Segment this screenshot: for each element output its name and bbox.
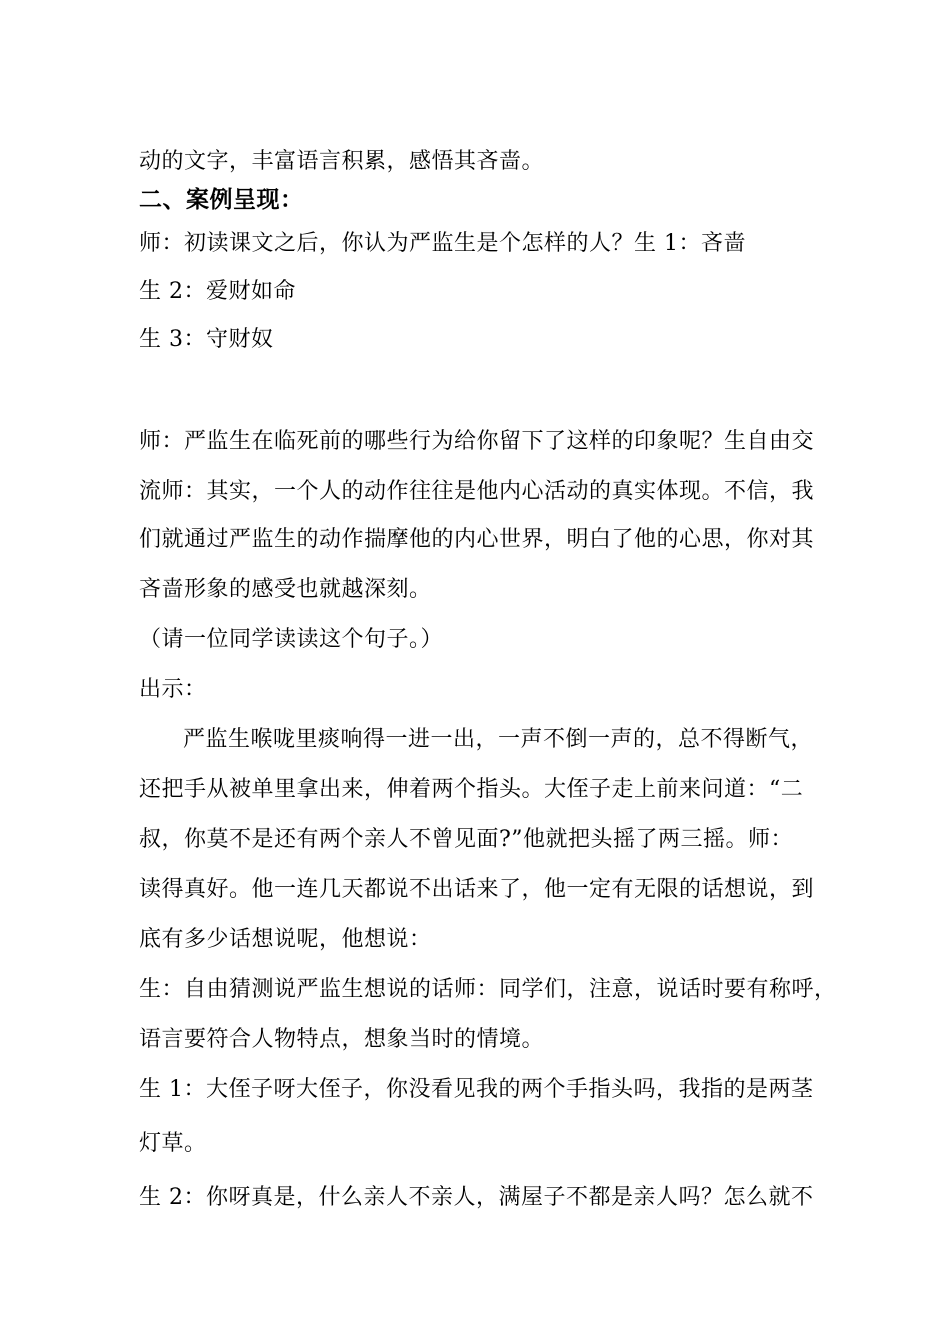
section-heading: 二、案例呈现： [139,187,304,213]
text-line: 出示： [139,677,207,702]
text-line: （请一位同学读读这个句子。） [139,627,444,652]
text-line: 生 3：守财奴 [139,327,274,352]
text-line: 生：自由猜测说严监生想说的话师：同学们，注意，说话时要有称呼， [139,977,837,1002]
text-line: 读得真好。他一连几天都说不出话来了，他一定有无限的话想说，到 [139,877,815,902]
text-line: 底有多少话想说呢，他想说： [139,927,432,952]
quote-line: 叔，你莫不是还有两个亲人不曾见面?”他就把头摇了两三摇。师： [139,827,794,852]
text-line: 们就通过严监生的动作揣摩他的内心世界，明白了他的心思，你对其 [139,527,815,552]
text-line: 生 2：爱财如命 [139,279,296,304]
text-line: 吝啬形象的感受也就越深刻。 [139,577,432,602]
text-line: 生 2：你呀真是，什么亲人不亲人，满屋子不都是亲人吗？怎么就不 [139,1185,814,1210]
text-line: 生 1：大侄子呀大侄子，你没看见我的两个手指头吗，我指的是两茎 [139,1077,814,1102]
text-line: 流师：其实，一个人的动作往往是他内心活动的真实体现。不信，我 [139,479,815,504]
text-line: 师：初读课文之后，你认为严监生是个怎样的人？生 1：吝啬 [139,231,746,256]
text-line: 动的文字，丰富语言积累，感悟其吝啬。 [139,149,545,174]
quote-line: 还把手从被单里拿出来，伸着两个指头。大侄子走上前来问道：“二 [139,777,804,802]
quote-line: 严监生喉咙里痰响得一进一出，一声不倒一声的，总不得断气， [183,727,814,752]
text-line: 语言要符合人物特点，想象当时的情境。 [139,1027,545,1052]
text-line: 师：严监生在临死前的哪些行为给你留下了这样的印象呢？生自由交 [139,429,815,454]
text-line: 灯草。 [139,1131,207,1156]
